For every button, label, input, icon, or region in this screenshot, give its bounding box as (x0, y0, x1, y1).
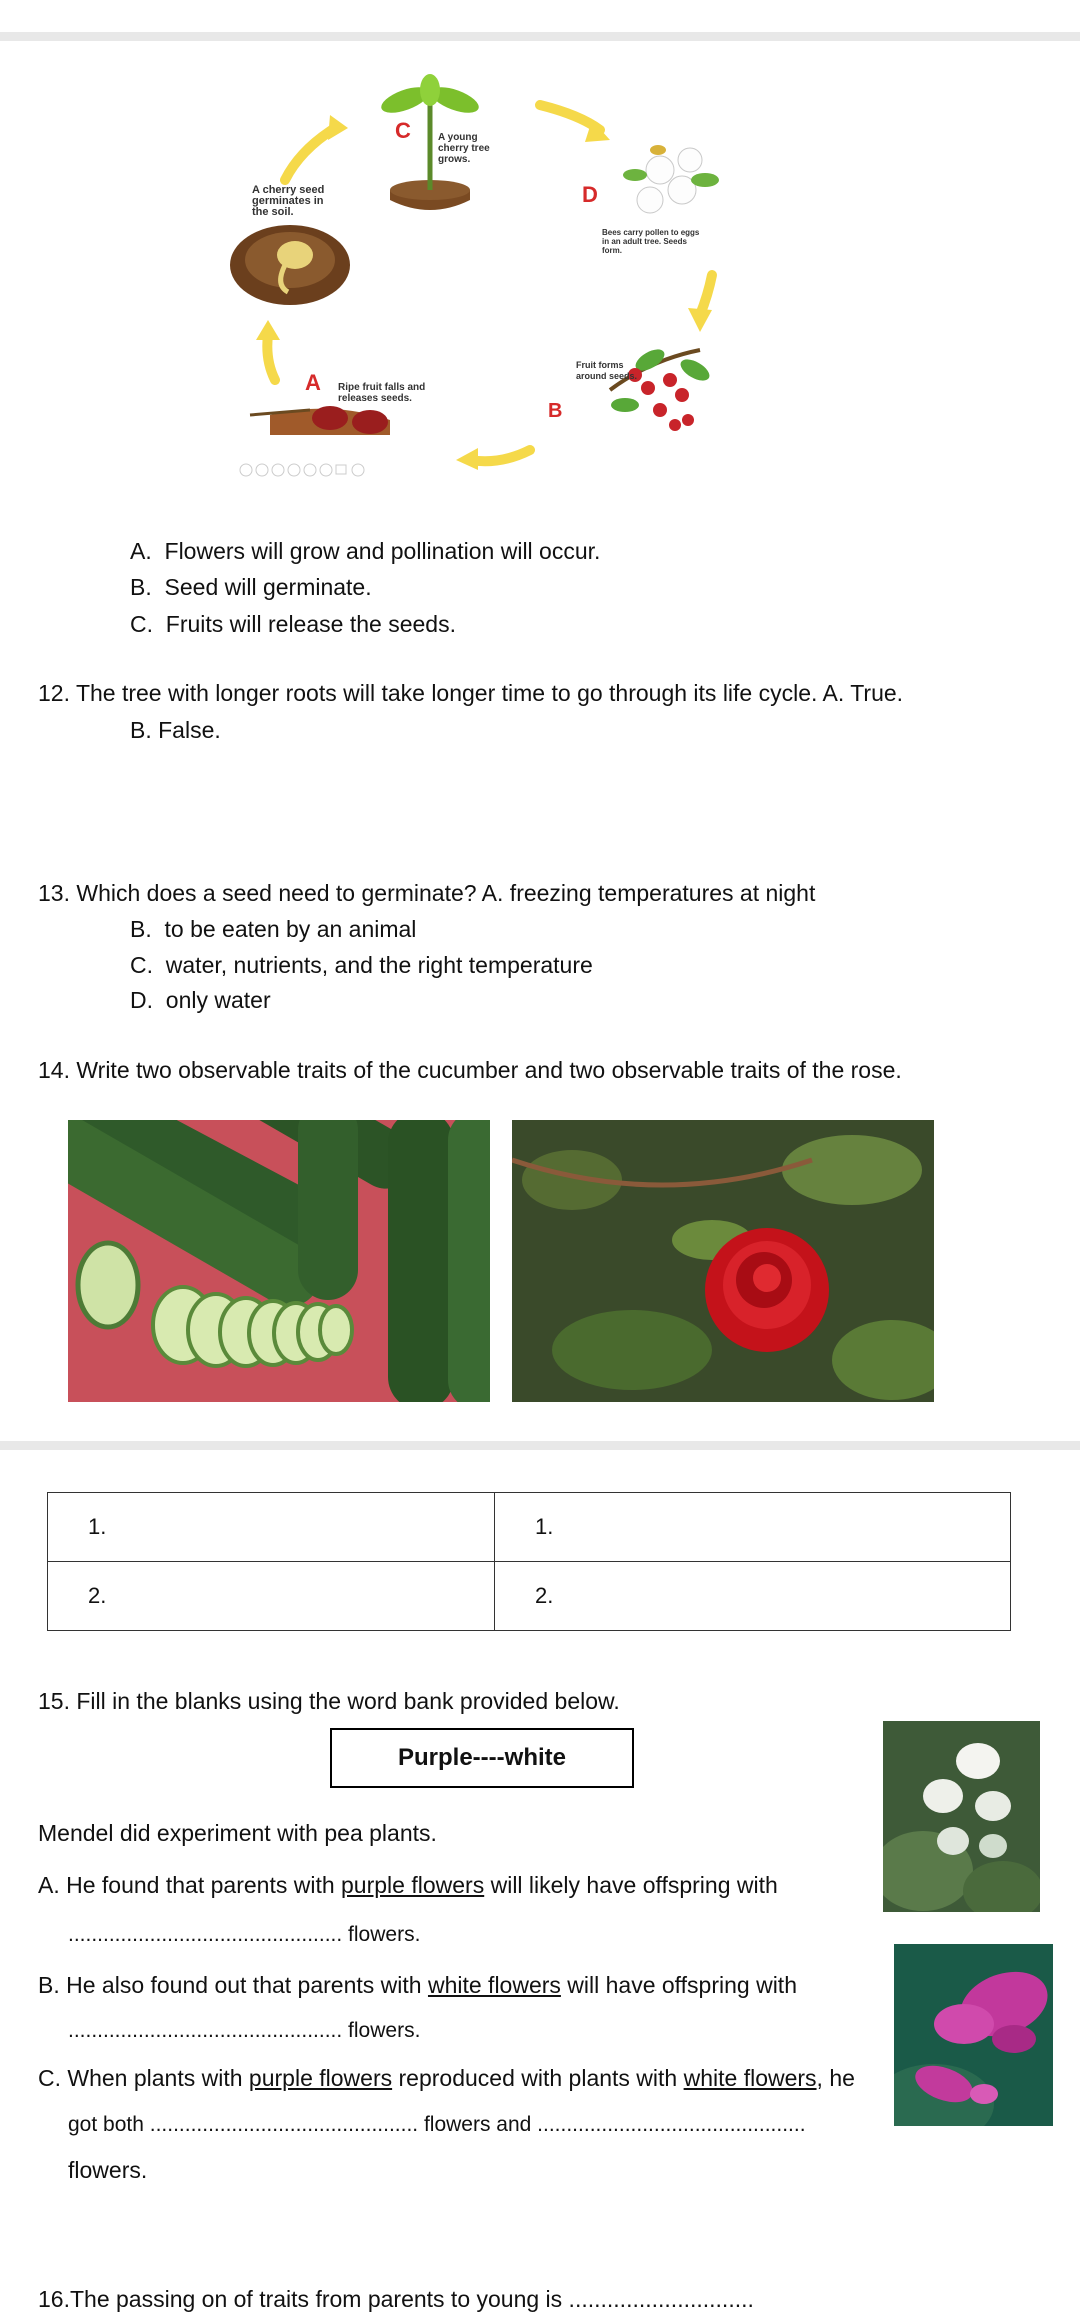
cucumber-photo (68, 1120, 490, 1402)
cherry-life-cycle-diagram (230, 70, 750, 490)
q11-option-b: B. Seed will germinate. (130, 574, 372, 600)
q15-question: 15. Fill in the blanks using the word bank provided below. (38, 1688, 620, 1714)
traits-table (47, 1492, 1011, 1631)
stage-letter-d: D (582, 182, 598, 207)
q11-option-c: C. Fruits will release the seeds. (130, 611, 456, 637)
q15-c-line1: C. When plants with purple flowers reproduced with plants with white flowers, he (38, 2065, 855, 2091)
q13-option-d: D. only water (130, 987, 271, 1013)
q15-b-line1: B. He also found out that parents with white flowers will have offspring with (38, 1972, 797, 1998)
label-young-tree: A young cherry tree grows. (438, 132, 490, 165)
label-ripe: Ripe fruit falls and releases seeds. (338, 382, 426, 404)
q11-option-a: A. Flowers will grow and pollination will occur. (130, 538, 601, 564)
page-separator-top (0, 32, 1080, 41)
q15-b-blank: ............................................... flowers. (68, 2019, 421, 2042)
table-row (48, 1493, 1011, 1562)
rose-trait-2-cell[interactable]: 2. (495, 1562, 1011, 1631)
q12-option-b: B. False. (130, 717, 221, 743)
cherry-fruit-illustration (610, 345, 713, 431)
media-controls (240, 464, 364, 476)
q15-c-line3: flowers. (68, 2157, 148, 2183)
page-separator-middle (0, 1441, 1080, 1450)
cucumber-trait-1-cell[interactable]: 1. (48, 1493, 495, 1562)
q15-c-blanks: got both .............................................. flowers and .............................................. (68, 2113, 806, 2136)
q12-question: 12. The tree with longer roots will take longer time to go through its life cycle. A. True. (38, 680, 904, 706)
fallen-fruit-illustration (250, 406, 390, 435)
cucumber-trait-2-cell[interactable]: 2. (48, 1562, 495, 1631)
q15-a-blank: ............................................... flowers. (68, 1923, 421, 1946)
stage-letter-a: A (305, 370, 321, 395)
word-bank-box: Purple----white (330, 1728, 634, 1788)
q14-question: 14. Write two observable traits of the cucumber and two observable traits of the rose. (38, 1057, 902, 1083)
label-fruit: Fruit forms around seeds. (576, 360, 638, 381)
rose-photo (512, 1120, 934, 1402)
q15-intro: Mendel did experiment with pea plants. (38, 1820, 437, 1846)
q13-question: 13. Which does a seed need to germinate? A. freezing temperatures at night (38, 880, 816, 906)
q15-a-line1: A. He found that parents with purple flowers will likely have offspring with (38, 1872, 778, 1898)
q13-option-b: B. to be eaten by an animal (130, 916, 417, 942)
stage-letter-b: B (548, 400, 563, 422)
q16-question: 16.The passing on of traits from parents to young is ............................. (38, 2286, 754, 2312)
blossom-illustration (623, 145, 719, 213)
label-seed: A cherry seed germinates in the soil. (252, 184, 325, 218)
rose-trait-1-cell[interactable]: 1. (495, 1493, 1011, 1562)
white-pea-flower-photo (883, 1721, 1040, 1912)
seed-in-soil-illustration (230, 225, 350, 305)
label-bees: Bees carry pollen to eggs in an adult tree. Seeds form. (602, 228, 700, 255)
table-row (48, 1562, 1011, 1631)
stage-letter-c: C (395, 118, 411, 143)
purple-pea-flower-photo (894, 1944, 1053, 2126)
q13-option-c: C. water, nutrients, and the right temperature (130, 952, 593, 978)
